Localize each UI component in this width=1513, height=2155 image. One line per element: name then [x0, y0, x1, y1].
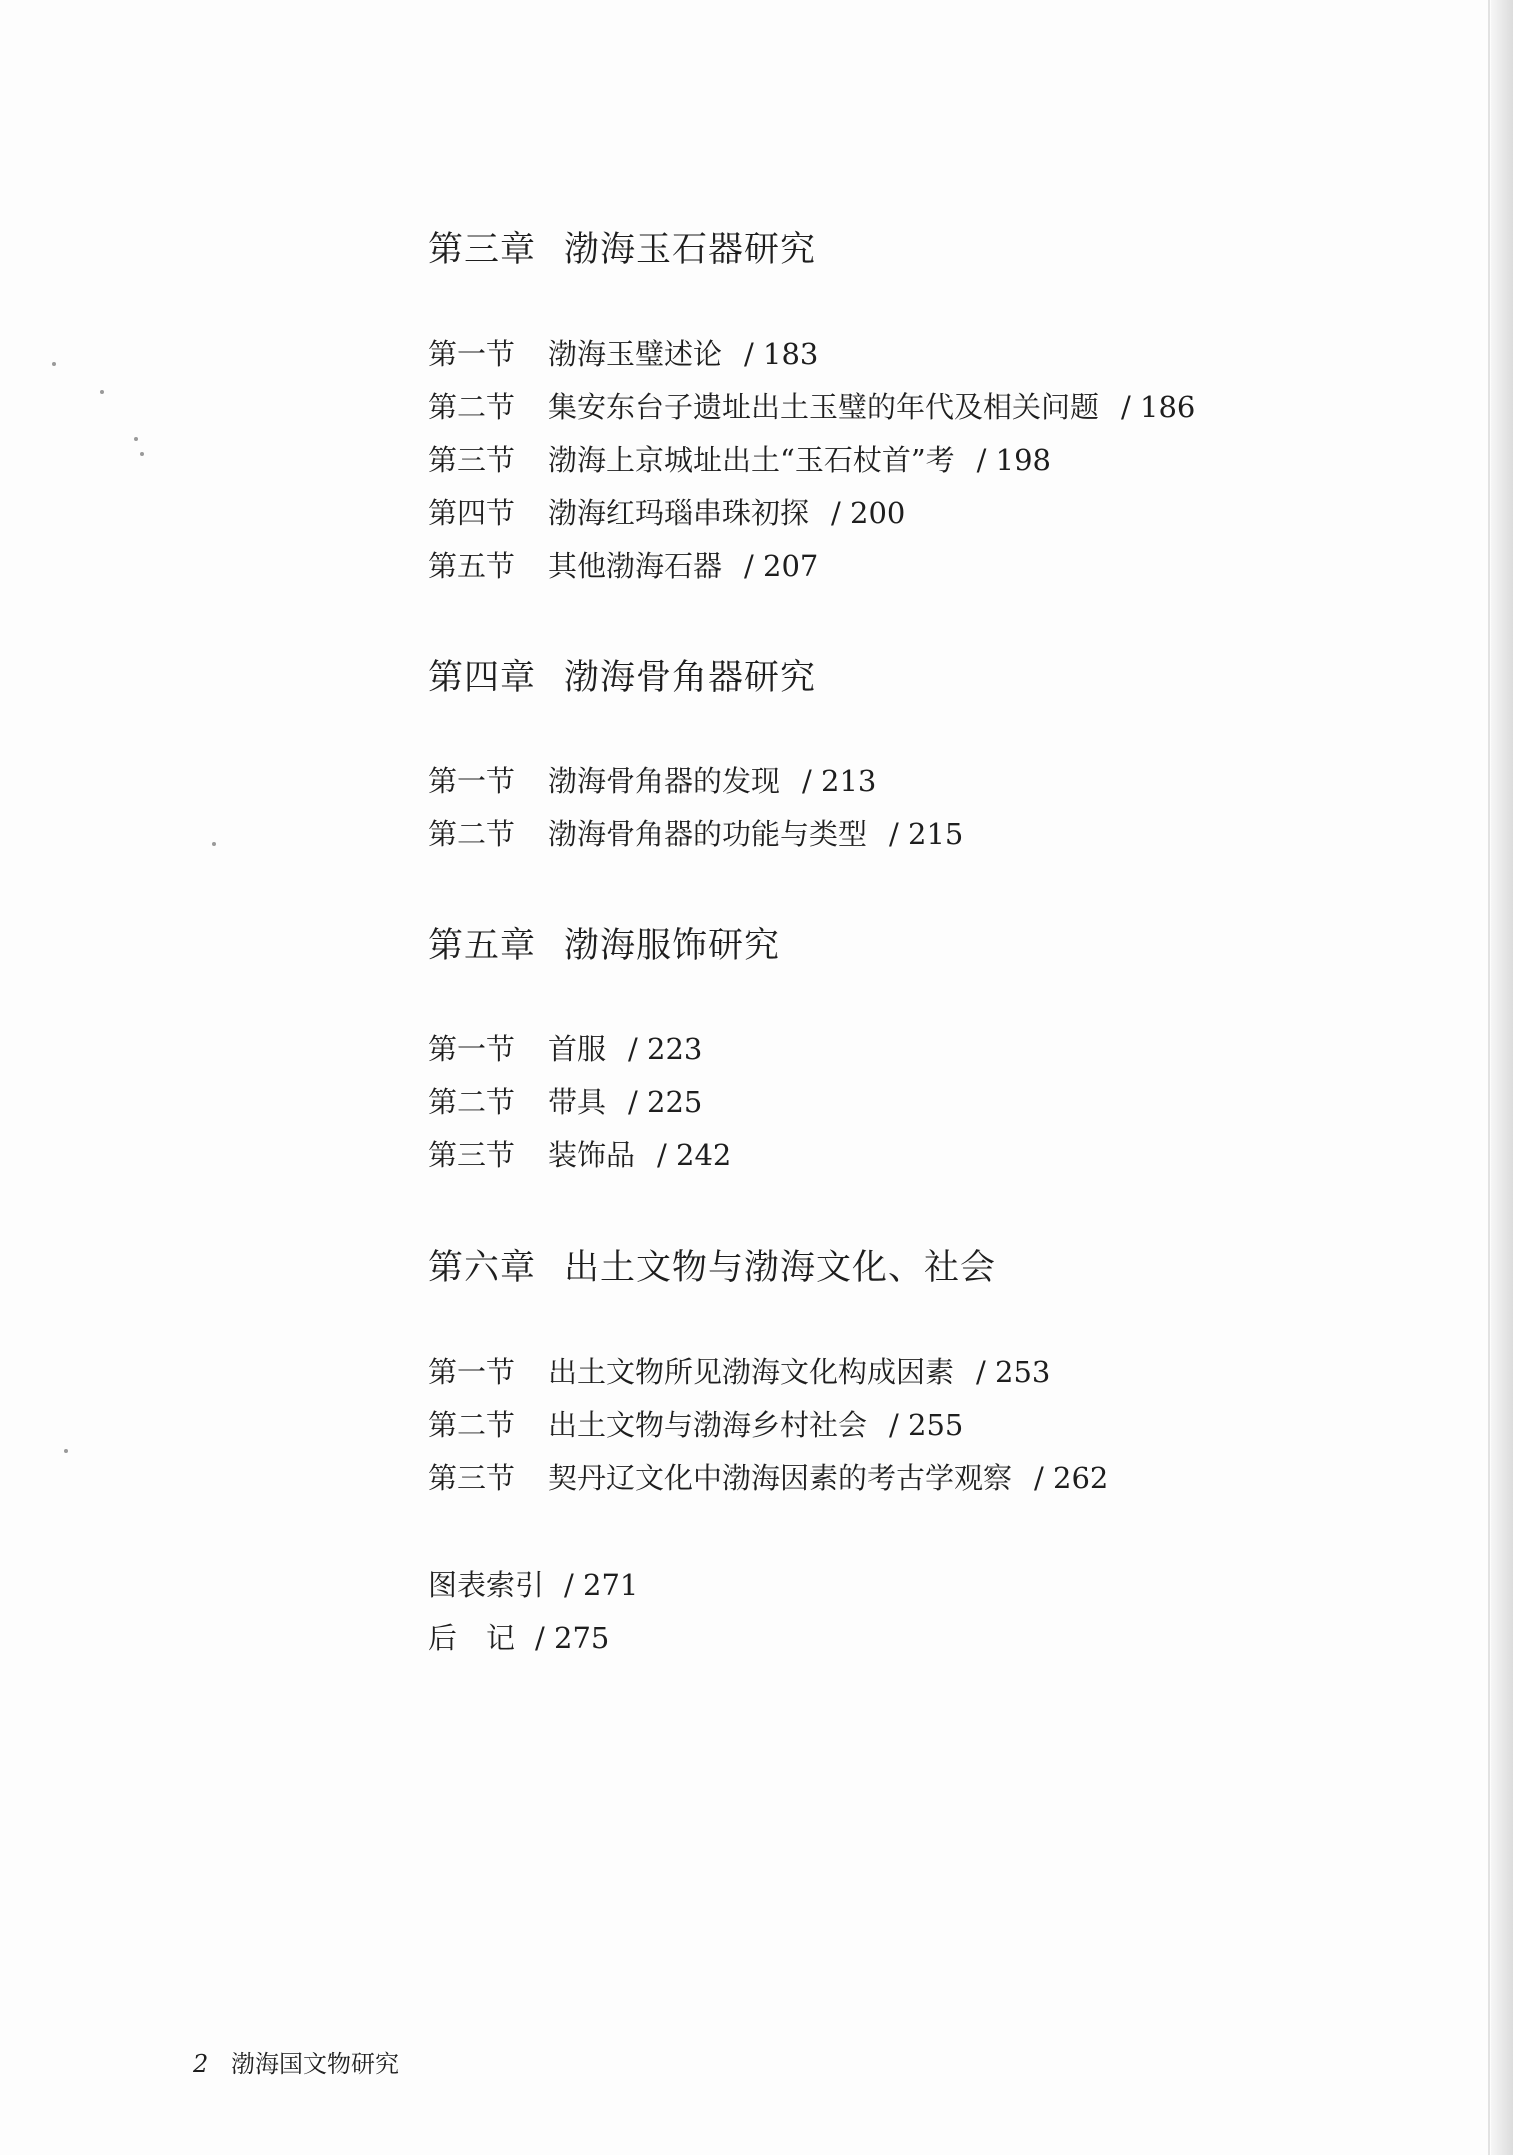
toc-entry — [428, 544, 818, 585]
section-number: 第五节 — [428, 549, 516, 583]
section-title: 带具 — [548, 1085, 607, 1119]
toc-entry — [428, 438, 1051, 479]
toc-entry — [428, 332, 818, 373]
section-number: 第一节 — [428, 1355, 516, 1389]
section-page: / 225 — [628, 1085, 703, 1119]
toc-entry — [428, 385, 1195, 426]
section-page: / 186 — [1121, 390, 1196, 424]
section-title: 渤海骨角器的发现 — [548, 764, 781, 798]
section-title: 集安东台子遗址出土玉璧的年代及相关问题 — [548, 390, 1100, 424]
section-title: 渤海玉璧述论 — [548, 337, 723, 371]
chapter-heading — [428, 650, 816, 700]
section-number: 第一节 — [428, 337, 516, 371]
section-title: 契丹辽文化中渤海因素的考古学观察 — [548, 1461, 1013, 1495]
chapter-title: 渤海骨角器研究 — [564, 658, 817, 698]
section-number: 第三节 — [428, 443, 516, 477]
section-number: 第二节 — [428, 1408, 516, 1442]
section-title: 其他渤海石器 — [548, 549, 723, 583]
chapter-title: 出土文物与渤海文化、社会 — [564, 1248, 997, 1288]
section-title: 渤海红玛瑙串珠初探 — [548, 496, 810, 530]
scan-speck — [64, 1449, 68, 1453]
section-number: 第四节 — [428, 496, 516, 530]
toc-entry — [428, 812, 963, 853]
toc-entry — [428, 1350, 1050, 1391]
spine-line — [1488, 0, 1490, 2155]
section-title: 出土文物所见渤海文化构成因素 — [548, 1355, 955, 1389]
section-page: / 198 — [976, 443, 1051, 477]
toc-entry — [428, 1403, 963, 1444]
scan-speck — [100, 390, 104, 394]
toc-endmatter-entry — [428, 1616, 609, 1657]
section-number: 第二节 — [428, 390, 516, 424]
section-number: 第二节 — [428, 1085, 516, 1119]
endmatter-title: 后 记 — [428, 1621, 516, 1655]
section-title: 装饰品 — [548, 1138, 636, 1172]
section-page: / 183 — [744, 337, 819, 371]
scan-speck — [134, 437, 138, 441]
toc-entry — [428, 1027, 702, 1068]
section-page: / 207 — [744, 549, 819, 583]
section-title: 渤海骨角器的功能与类型 — [548, 817, 868, 851]
page-number: 2 — [193, 2050, 209, 2078]
toc-entry — [428, 491, 905, 532]
chapter-title: 渤海服饰研究 — [564, 926, 781, 966]
section-title: 出土文物与渤海乡村社会 — [548, 1408, 868, 1442]
section-page: / 242 — [657, 1138, 732, 1172]
book-title: 渤海国文物研究 — [231, 2050, 399, 2078]
scan-speck — [140, 452, 144, 456]
scan-speck — [212, 842, 216, 846]
section-page: / 262 — [1034, 1461, 1109, 1495]
endmatter-title: 图表索引 — [428, 1568, 545, 1602]
toc-entry — [428, 1133, 731, 1174]
running-footer — [193, 2044, 399, 2079]
chapter-number: 第四章 — [428, 658, 537, 698]
endmatter-page: / 271 — [564, 1568, 639, 1602]
chapter-number: 第三章 — [428, 230, 537, 270]
section-title: 首服 — [548, 1032, 607, 1066]
section-page: / 255 — [889, 1408, 964, 1442]
scan-speck — [52, 362, 56, 366]
toc-entry — [428, 1080, 702, 1121]
section-number: 第一节 — [428, 1032, 516, 1066]
section-page: / 215 — [889, 817, 964, 851]
toc-endmatter-entry — [428, 1563, 638, 1604]
section-number: 第三节 — [428, 1461, 516, 1495]
toc-entry — [428, 1456, 1108, 1497]
section-page: / 213 — [802, 764, 877, 798]
section-number: 第一节 — [428, 764, 516, 798]
toc-entry — [428, 759, 876, 800]
chapter-heading — [428, 1240, 996, 1290]
section-number: 第二节 — [428, 817, 516, 851]
section-number: 第三节 — [428, 1138, 516, 1172]
endmatter-page: / 275 — [535, 1621, 610, 1655]
section-page: / 223 — [628, 1032, 703, 1066]
chapter-heading — [428, 918, 780, 968]
section-page: / 253 — [976, 1355, 1051, 1389]
chapter-heading — [428, 222, 816, 272]
chapter-number: 第六章 — [428, 1248, 537, 1288]
section-page: / 200 — [831, 496, 906, 530]
spine-shadow — [1491, 0, 1513, 2155]
section-title: 渤海上京城址出土“玉石杖首”考 — [548, 443, 955, 477]
chapter-title: 渤海玉石器研究 — [564, 230, 817, 270]
chapter-number: 第五章 — [428, 926, 537, 966]
